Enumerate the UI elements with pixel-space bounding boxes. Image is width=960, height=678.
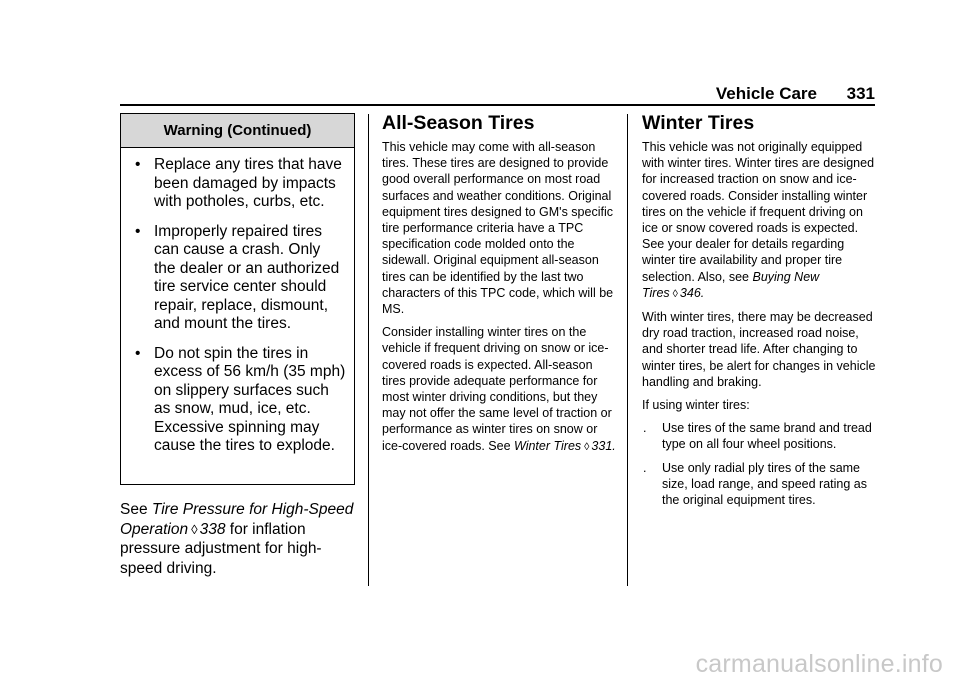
winter-list-item: [642, 420, 878, 452]
warning-item-text: Improperly repaired tires can cause a crash. Only the dealer or an authorized tire service center should repair, replace, dismount, and mount the tires.: [154, 222, 340, 332]
winter-paragraph-1-text: This vehicle was not originally equipped with winter tires. Winter tires are designed for increased traction on snow and ice-covered roads. Consider installing winter tires on the vehicle if frequent driving on ice or snow covered roads is expected. See your dealer for details regarding winter tire availability and proper tire selection. Also, see: [642, 140, 875, 284]
warning-box: [120, 113, 355, 485]
warning-item-text: Do not spin the tires in excess of 56 km/h (35 mph) on slippery surfaces such as snow, mud, ice, etc. Excessive spinning may cause the tires to explode.: [154, 344, 346, 454]
header-rule: [120, 104, 875, 106]
winter-paragraph-2: With winter tires, there may be decreased dry road traction, increased road noise, and shorter tread life. After changing to winter tires, be alert for changes in vehicle handling and braking.: [642, 310, 876, 389]
winter-list-item: [642, 460, 878, 509]
buying-new-tires-link[interactable]: Buying New Tires: [642, 269, 820, 300]
page-ref-icon: ◊: [672, 287, 678, 300]
winter-paragraph-1: [642, 139, 878, 302]
page-number: 331: [846, 84, 875, 103]
page-ref-icon: ◊: [191, 521, 198, 537]
warning-item: [135, 156, 346, 212]
winter-item-text: Use only radial ply tires of the same size, load range, and speed rating as the original equipment tires.: [662, 460, 867, 508]
page-ref-icon: ◊: [584, 440, 590, 453]
warning-item-text: Replace any tires that have been damaged by impacts with potholes, curbs, etc.: [154, 156, 342, 210]
all-season-paragraph-2: [382, 324, 618, 455]
all-season-section: [382, 111, 618, 462]
bullet-icon: .: [643, 421, 647, 436]
winter-tires-link[interactable]: Winter Tires: [514, 438, 582, 453]
page-ref-338[interactable]: 338: [199, 520, 226, 538]
all-season-paragraph-1: This vehicle may come with all-season tires. These tires are designed to provide good overall performance on most road surfaces and weather conditions. Original equipment tires designed to GM's specific tire performance criteria have a TPC specification code molded onto the sidewall. Original equipment all-season tires can be identified by the last two characters of this TPC code, which will be MS.: [382, 140, 614, 317]
page-ref-346[interactable]: 346.: [679, 285, 705, 300]
warning-item: [135, 223, 346, 334]
section-title: Vehicle Care: [715, 84, 817, 103]
watermark: carmanualsonline.info: [695, 650, 943, 678]
bullet-icon: •: [135, 222, 141, 240]
winter-item-text: Use tires of the same brand and tread type on all four wheel positions.: [662, 421, 872, 452]
all-season-heading: All-Season Tires: [382, 112, 535, 134]
warning-item: [135, 345, 346, 456]
warning-list: [121, 148, 354, 456]
column-divider-right: [627, 114, 628, 586]
warning-title: Warning (Continued): [121, 114, 354, 148]
note-text-lead: See: [120, 501, 152, 518]
bullet-icon: •: [135, 156, 141, 173]
winter-section: [642, 111, 878, 515]
bullet-icon: .: [643, 460, 647, 475]
tire-pressure-link[interactable]: Tire Pressure for High-Speed Operation: [120, 501, 354, 538]
all-season-paragraph-2-text: Consider installing winter tires on the vehicle if frequent driving on snow or ice-covered roads is expected. All-season tires provide adequate performance for most winter driving conditions, but they may not offer the same level of traction or performance as winter tires on snow or ice-covered roads. See: [382, 325, 612, 453]
note-text-tail: for inflation pressure adjustment for high-speed driving.: [120, 520, 322, 577]
bullet-icon: •: [135, 344, 141, 362]
winter-list: [642, 420, 878, 508]
high-speed-note: [120, 500, 360, 578]
column-divider-left: [368, 114, 369, 586]
page-header: [120, 84, 875, 106]
page-ref-331[interactable]: 331.: [591, 438, 616, 453]
winter-heading: Winter Tires: [642, 112, 755, 134]
winter-paragraph-3: If using winter tires:: [642, 398, 750, 413]
